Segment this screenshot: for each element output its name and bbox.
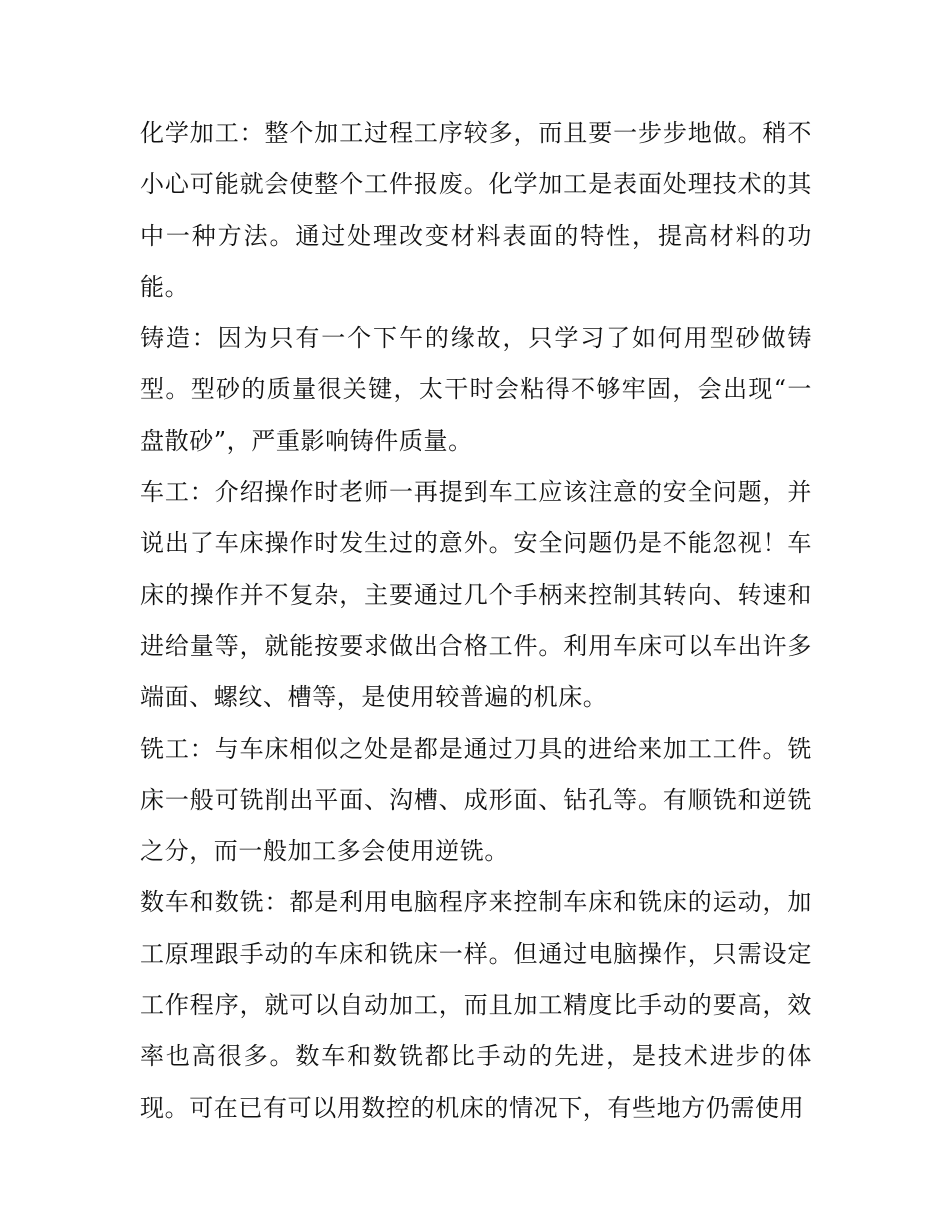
paragraph-turning: 车工：介绍操作时老师一再提到车工应该注意的安全问题，并说出了车床操作时发生过的意外。安全问题仍是不能忽视！车床的操作并不复杂，主要通过几个手柄来控制其转向、转速和进给量等，就能按要求做出合格工件。利用车床可以车出许多端面、螺纹、槽等，是使用较普遍的机床。 bbox=[140, 478, 812, 712]
document-page bbox=[140, 108, 812, 1134]
paragraph-milling: 铣工：与车床相似之处是都是通过刀具的进给来加工工件。铣床一般可铣削出平面、沟槽、成形面、钻孔等。有顺铣和逆铣之分，而一般加工多会使用逆铣。 bbox=[140, 734, 812, 866]
paragraph-casting: 铸造：因为只有一个下午的缘故，只学习了如何用型砂做铸型。型砂的质量很关键，太干时会粘得不够牢固，会出现“一盘散砂”，严重影响铸件质量。 bbox=[140, 324, 812, 455]
paragraph-chemical-processing: 化学加工：整个加工过程工序较多，而且要一步步地做。稍不小心可能就会使整个工件报废。化学加工是表面处理技术的其中一种方法。通过处理改变材料表面的特性，提高材料的功能。 bbox=[140, 119, 812, 301]
paragraph-cnc: 数车和数铣：都是利用电脑程序来控制车床和铣床的运动，加工原理跟手动的车床和铣床一样。但通过电脑操作，只需设定工作程序，就可以自动加工，而且加工精度比手动的要高，效率也高很多。数车和数铣都比手动的先进，是技术进步的体现。可在已有可以用数控的机床的情况下，有些地方仍需使用 bbox=[140, 888, 812, 1122]
